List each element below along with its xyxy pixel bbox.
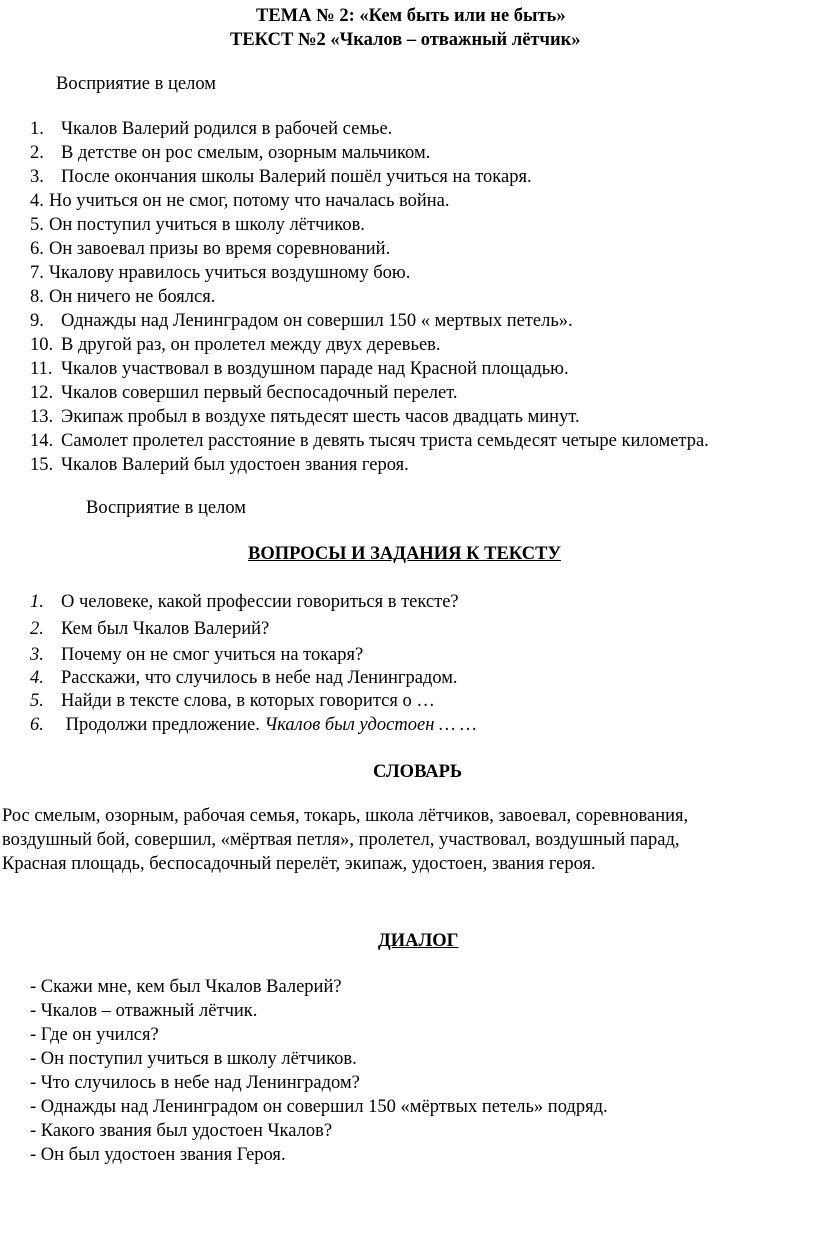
list-item-number: 2. [30, 143, 44, 163]
dialog-line: - Чкалов – отважный лётчик. [30, 1001, 258, 1021]
question-number: 5. [30, 691, 44, 711]
list-item-number: 7. [30, 263, 44, 283]
dictionary-heading: СЛОВАРЬ [373, 762, 463, 782]
dictionary-line: Красная площадь, беспосадочный перелёт, экипаж, удостоен, звания героя. [2, 854, 596, 874]
text-title: ТЕКСТ №2 «Чкалов – отважный лётчик» [230, 30, 581, 50]
list-item-number: 5. [30, 215, 44, 235]
list-item: Он ничего не боялся. [49, 287, 216, 307]
list-item: Чкалов Валерий родился в рабочей семье. [61, 119, 393, 139]
list-item-number: 1. [30, 119, 44, 139]
perception-label-2: Восприятие в целом [86, 498, 246, 518]
list-item-number: 8. [30, 287, 44, 307]
question-item: Почему он не смог учиться на токаря? [61, 645, 364, 665]
list-item: Но учиться он не смог, потому что началась война. [49, 191, 450, 211]
dialog-heading: ДИАЛОГ [378, 931, 459, 951]
question-number: 2. [30, 619, 44, 639]
list-item: Однажды над Ленинградом он совершил 150 « мертвых петель». [61, 311, 573, 331]
list-item: Чкалов Валерий был удостоен звания героя. [61, 455, 409, 475]
list-item: Он завоевал призы во время соревнований. [49, 239, 391, 259]
question-item [61, 713, 477, 737]
dictionary-line: воздушный бой, совершил, «мёртвая петля», пролетел, участвовал, воздушный парад, [2, 830, 680, 850]
question-item: Расскажи, что случилось в небе над Ленинградом. [61, 668, 458, 688]
list-item: Чкалов совершил первый беспосадочный перелет. [61, 383, 458, 403]
perception-label: Восприятие в целом [56, 74, 216, 94]
question-item: О человеке, какой профессии говориться в тексте? [61, 592, 459, 612]
questions-heading: ВОПРОСЫ И ЗАДАНИЯ К ТЕКСТУ [248, 544, 562, 564]
question-number: 3. [30, 645, 44, 665]
list-item-number: 10. [30, 335, 54, 355]
list-item-number: 6. [30, 239, 44, 259]
dialog-line: - Он был удостоен звания Героя. [30, 1145, 286, 1165]
list-item: После окончания школы Валерий пошёл учиться на токаря. [61, 167, 532, 187]
list-item-number: 4. [30, 191, 44, 211]
list-item: Он поступил учиться в школу лётчиков. [49, 215, 365, 235]
list-item-number: 11. [30, 359, 53, 379]
list-item: Чкалову нравилось учиться воздушному бою. [49, 263, 411, 283]
dialog-line: - Скажи мне, кем был Чкалов Валерий? [30, 977, 342, 997]
question-text: Продолжи предложение. [61, 715, 265, 735]
question-item: Найди в тексте слова, в которых говорится о … [61, 691, 435, 711]
list-item-number: 14. [30, 431, 54, 451]
dialog-line: - Какого звания был удостоен Чкалов? [30, 1121, 333, 1141]
dialog-line: - Однажды над Ленинградом он совершил 150 «мёртвых петель» подряд. [30, 1097, 608, 1117]
list-item: Экипаж пробыл в воздухе пятьдесят шесть часов двадцать минут. [61, 407, 580, 427]
theme-title: ТЕМА № 2: «Кем быть или не быть» [256, 6, 566, 26]
question-italic-tail: Чкалов был удостоен … … [264, 715, 477, 735]
list-item-number: 15. [30, 455, 54, 475]
list-item-number: 13. [30, 407, 54, 427]
list-item: Самолет пролетел расстояние в девять тысяч триста семьдесят четыре километра. [61, 431, 709, 451]
list-item: В детстве он рос смелым, озорным мальчиком. [61, 143, 431, 163]
list-item-number: 9. [30, 311, 44, 331]
question-number: 1. [30, 592, 44, 612]
list-item: В другой раз, он пролетел между двух деревьев. [61, 335, 441, 355]
dialog-line: - Что случилось в небе над Ленинградом? [30, 1073, 360, 1093]
question-item: Кем был Чкалов Валерий? [61, 619, 270, 639]
list-item-number: 12. [30, 383, 54, 403]
list-item-number: 3. [30, 167, 44, 187]
dialog-line: - Он поступил учиться в школу лётчиков. [30, 1049, 357, 1069]
dictionary-line: Рос смелым, озорным, рабочая семья, токарь, школа лётчиков, завоевал, соревнования, [2, 806, 689, 826]
list-item: Чкалов участвовал в воздушном параде над Красной площадью. [61, 359, 569, 379]
question-number: 6. [30, 715, 44, 735]
question-number: 4. [30, 668, 44, 688]
dialog-line: - Где он учился? [30, 1025, 159, 1045]
